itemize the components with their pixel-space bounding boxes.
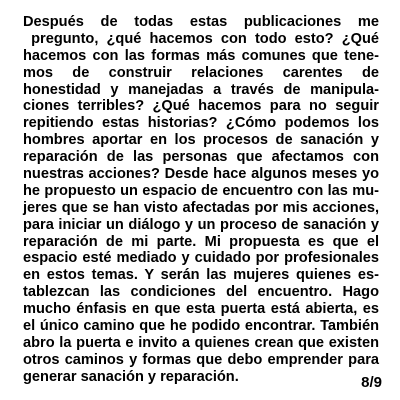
text-line: pregunto, ¿qué hacemos con todo esto? ¿Qué — [23, 30, 379, 47]
text-line: hombres aportar en los procesos de sanación y — [23, 132, 379, 149]
page-number: 8/9 — [361, 374, 382, 391]
text-line: hacemos con las formas más comunes que tene- — [23, 47, 379, 64]
text-line: ciones terribles? ¿Qué hacemos para no seguir — [23, 98, 379, 115]
text-line: para iniciar un diálogo y un proceso de sanación y — [23, 216, 379, 233]
text-line: en estos temas. Y serán las mujeres quienes es- — [23, 267, 379, 284]
text-line: nuestras acciones? Desde hace algunos meses yo — [23, 166, 379, 183]
text-line: repitiendo estas historias? ¿Cómo podemos los — [23, 115, 379, 132]
text-line: Después de todas estas publicaciones me — [23, 14, 379, 30]
text-line: el único camino que he podido encontrar. También — [23, 318, 379, 335]
text-line: he propuesto un espacio de encuentro con las mu- — [23, 182, 379, 199]
text-line: generar sanación y reparación. — [23, 368, 239, 385]
text-line: espacio esté mediado y cuidado por profesionales — [23, 250, 379, 267]
body-text — [23, 14, 379, 386]
text-line: mos de construir relaciones carentes de — [23, 64, 379, 81]
text-line: mucho énfasis en que esta puerta está abierta, es — [23, 301, 379, 318]
text-line: reparación de mi parte. Mi propuesta es que el — [23, 233, 379, 250]
text-line: jeres que se han visto afectadas por mis acciones, — [23, 199, 379, 216]
text-line: tablezcan las condiciones del encuentro. Hago — [23, 284, 379, 301]
text-line: otros caminos y formas que debo emprender para — [23, 351, 379, 368]
text-line: honestidad y manejadas a través de manipula- — [23, 81, 379, 98]
text-line: reparación de las personas que afectamos con — [23, 149, 379, 166]
text-line: abro la puerta e invito a quienes crean que existen — [23, 334, 379, 351]
